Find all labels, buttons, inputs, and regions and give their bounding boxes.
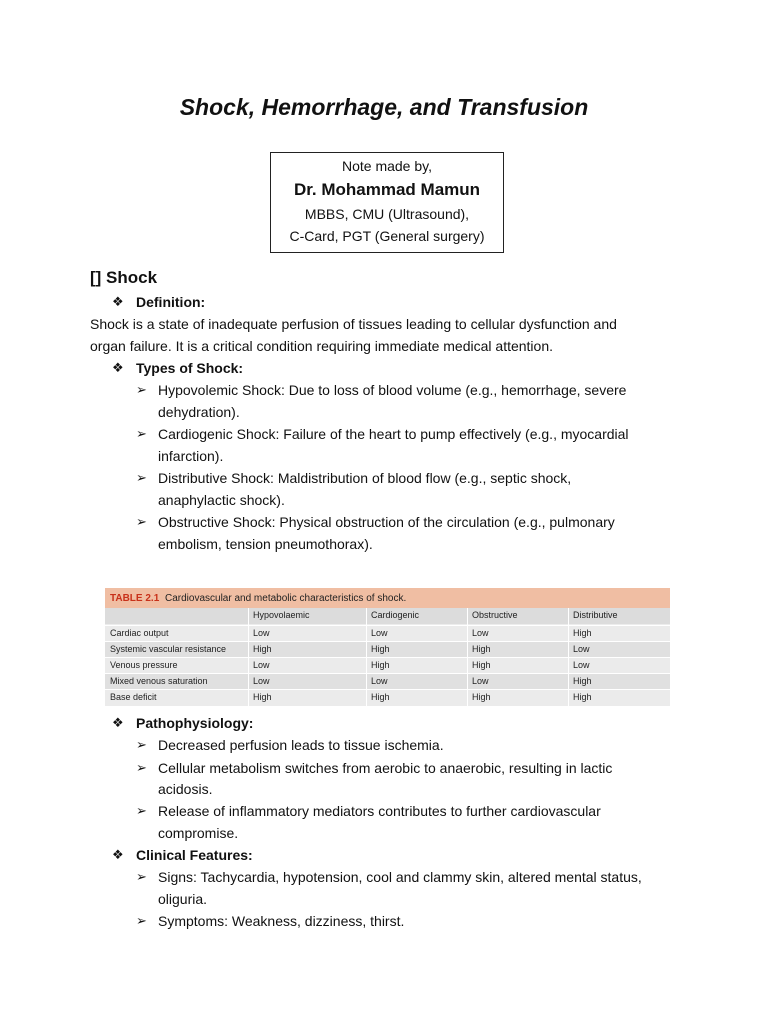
diamond-bullet-icon: ❖ [112,360,124,375]
list-item: Release of inflammatory mediators contributes to further cardiovascular [158,803,601,819]
list-item: Cardiogenic Shock: Failure of the heart to pump effectively (e.g., myocardial [158,426,629,442]
author-qualification-1: MBBS, CMU (Ultrasound), [304,206,470,222]
table-cell: Base deficit [110,692,157,702]
list-item-continuation: anaphylactic shock). [158,492,285,508]
arrow-bullet-icon: ➢ [136,426,147,441]
definition-label: Definition: [136,294,206,310]
table-cell: Low [371,676,388,686]
list-item-continuation: embolism, tension pneumothorax). [158,536,373,552]
table-cell: Low [371,628,388,638]
arrow-bullet-icon: ➢ [136,514,147,529]
table-divider [467,608,468,706]
table-cell: High [472,692,491,702]
table-row [105,657,670,673]
table-cell: High [371,660,390,670]
list-item: Signs: Tachycardia, hypotension, cool and clammy skin, altered mental status, [158,869,642,885]
table-cell: Mixed venous saturation [110,676,208,686]
diamond-bullet-icon: ❖ [112,294,124,309]
table-label: TABLE 2.1 [110,593,160,604]
author-name: Dr. Mohammad Mamun [293,180,481,199]
table-cell: Low [253,628,270,638]
list-item: Distributive Shock: Maldistribution of blood flow (e.g., septic shock, [158,470,572,486]
table-cell: Low [253,676,270,686]
note-made-by: Note made by, [341,158,432,174]
table-row [105,625,670,641]
table-cell: High [472,660,491,670]
table-divider [248,608,249,706]
arrow-bullet-icon: ➢ [136,869,147,884]
table-row [105,689,670,706]
definition-line: Shock is a state of inadequate perfusion of tissues leading to cellular dysfunction and [90,316,617,332]
list-item-continuation: acidosis. [158,781,213,797]
table-cell: Cardiac output [110,628,169,638]
arrow-bullet-icon: ➢ [136,913,147,928]
arrow-bullet-icon: ➢ [136,737,147,752]
types-label: Types of Shock: [136,360,244,376]
table-cell: Low [472,676,489,686]
table-divider [366,608,367,706]
table-cell: High [371,644,390,654]
arrow-bullet-icon: ➢ [136,470,147,485]
list-item: Symptoms: Weakness, dizziness, thirst. [158,913,405,929]
arrow-bullet-icon: ➢ [136,760,147,775]
table-row [105,641,670,657]
table-caption-text: Cardiovascular and metabolic characteristics of shock. [165,593,407,604]
author-qualification-2: C-Card, PGT (General surgery) [289,228,485,244]
author-note-box [270,152,504,253]
definition-line: organ failure. It is a critical condition requiring immediate medical attention. [90,338,554,354]
table-header-cell: Obstructive [472,610,518,620]
table-cell: Venous pressure [110,660,178,670]
table-header-cell: Cardiogenic [371,610,420,620]
table-cell: High [573,628,592,638]
list-item-continuation: oliguria. [158,891,208,907]
list-item: Cellular metabolism switches from aerobic to anaerobic, resulting in lactic [158,760,613,776]
table-cell: Low [573,660,590,670]
table-divider [568,608,569,706]
table-cell: High [573,676,592,686]
page-title: Shock, Hemorrhage, and Transfusion [179,94,589,120]
list-item-continuation: compromise. [158,825,239,841]
table-cell: High [253,644,272,654]
diamond-bullet-icon: ❖ [112,847,124,862]
table-cell: High [371,692,390,702]
table-row [105,673,670,689]
table-cell: Low [253,660,270,670]
list-item-continuation: dehydration). [158,404,240,420]
list-item-continuation: infarction). [158,448,224,464]
table-cell: High [573,692,592,702]
list-item: Hypovolemic Shock: Due to loss of blood volume (e.g., hemorrhage, severe [158,382,627,398]
diamond-bullet-icon: ❖ [112,715,124,730]
table-caption [105,588,670,608]
clinical-features-label: Clinical Features: [136,847,253,863]
list-item: Decreased perfusion leads to tissue ischemia. [158,737,444,753]
table-header-row [105,608,670,624]
table-cell: High [472,644,491,654]
arrow-bullet-icon: ➢ [136,803,147,818]
pathophysiology-label: Pathophysiology: [136,715,254,731]
arrow-bullet-icon: ➢ [136,382,147,397]
section-heading-shock: [] Shock [90,268,158,287]
shock-characteristics-table [105,588,670,706]
list-item: Obstructive Shock: Physical obstruction of the circulation (e.g., pulmonary [158,514,615,530]
table-cell: Systemic vascular resistance [110,644,227,654]
table-cell: Low [573,644,590,654]
table-cell: Low [472,628,489,638]
table-header-cell: Distributive [573,610,618,620]
table-cell: High [253,692,272,702]
table-header-cell: Hypovolaemic [253,610,310,620]
